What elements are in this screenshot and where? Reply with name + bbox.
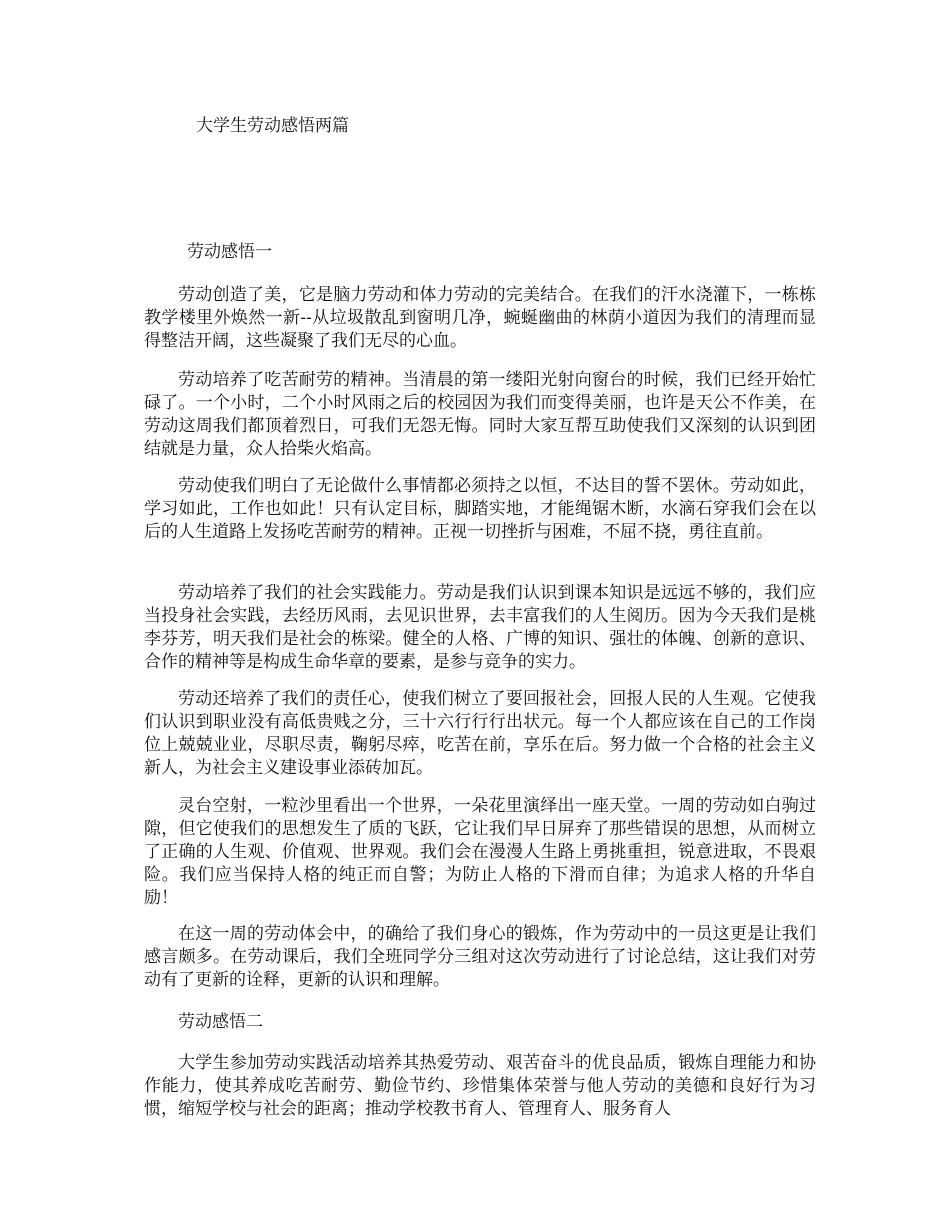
paragraph: 劳动培养了吃苦耐劳的精神。当清晨的第一缕阳光射向窗台的时候，我们已经开始忙碌了。一个小时，二个小时风雨之后的校园因为我们而变得美丽，也许是天公不作美，在劳动这周我们都顶着烈日，可我们无怨无悔。同时大家互帮互助使我们又深刻的认识到团结就是力量，众人拾柴火焰高。 <box>144 370 816 459</box>
section-heading-1: 劳动感悟一 <box>187 242 272 262</box>
paragraph: 劳动还培养了我们的责任心，使我们树立了要回报社会，回报人民的人生观。它使我们认识到职业没有高低贵贱之分，三十六行行行出状元。每一个人都应该在自己的工作岗位上兢兢业业，尽职尽责，鞠躬尽瘁，吃苦在前，享乐在后。努力做一个合格的社会主义新人，为社会主义建设事业添砖加瓦。 <box>144 689 816 778</box>
paragraph: 劳动培养了我们的社会实践能力。劳动是我们认识到课本知识是远远不够的，我们应当投身社会实践，去经历风雨，去见识世界，去丰富我们的人生阅历。因为今天我们是桃李芬芳，明天我们是社会的栋梁。健全的人格、广博的知识、强壮的体魄、创新的意识、合作的精神等是构成生命华章的要素，是参与竞争的实力。 <box>144 583 816 672</box>
paragraph: 灵台空射，一粒沙里看出一个世界，一朵花里演绎出一座天堂。一周的劳动如白驹过隙，但它使我们的思想发生了质的飞跃，它让我们早日屏弃了那些错误的思想，从而树立了正确的人生观、价值观、世界观。我们会在漫漫人生路上勇挑重担，锐意进取，不畏艰险。我们应当保持人格的纯正而自警；为防止人格的下滑而自律；为追求人格的升华自励！ <box>144 796 816 908</box>
paragraph: 劳动使我们明白了无论做什么事情都必须持之以恒，不达目的誓不罢休。劳动如此，学习如此，工作也如此！只有认定目标，脚踏实地，才能绳锯木断，水滴石穿我们会在以后的人生道路上发扬吃苦耐劳的精神。正视一切挫折与困难，不屈不挠，勇往直前。 <box>144 476 816 542</box>
paragraph: 劳动创造了美，它是脑力劳动和体力劳动的完美结合。在我们的汗水浇灌下，一栋栋教学楼里外焕然一新--从垃圾散乱到窗明几净，蜿蜒幽曲的林荫小道因为我们的清理而显得整洁开阔，这些凝聚了我们无尽的心血。 <box>144 285 816 351</box>
document-title: 大学生劳动感悟两篇 <box>196 116 349 136</box>
paragraph: 在这一周的劳动体会中，的确给了我们身心的锻炼，作为劳动中的一员这更是让我们感言颇多。在劳动课后，我们全班同学分三组对这次劳动进行了讨论总结，这让我们对劳动有了更新的诠释，更新的认识和理解。 <box>144 924 816 990</box>
paragraph: 大学生参加劳动实践活动培养其热爱劳动、艰苦奋斗的优良品质，锻炼自理能力和协作能力，使其养成吃苦耐劳、勤俭节约、珍惜集体荣誉与他人劳动的美德和良好行为习惯，缩短学校与社会的距离；推动学校教书育人、管理育人、服务育人 <box>144 1053 816 1119</box>
section-heading-2: 劳动感悟二 <box>178 1012 263 1032</box>
